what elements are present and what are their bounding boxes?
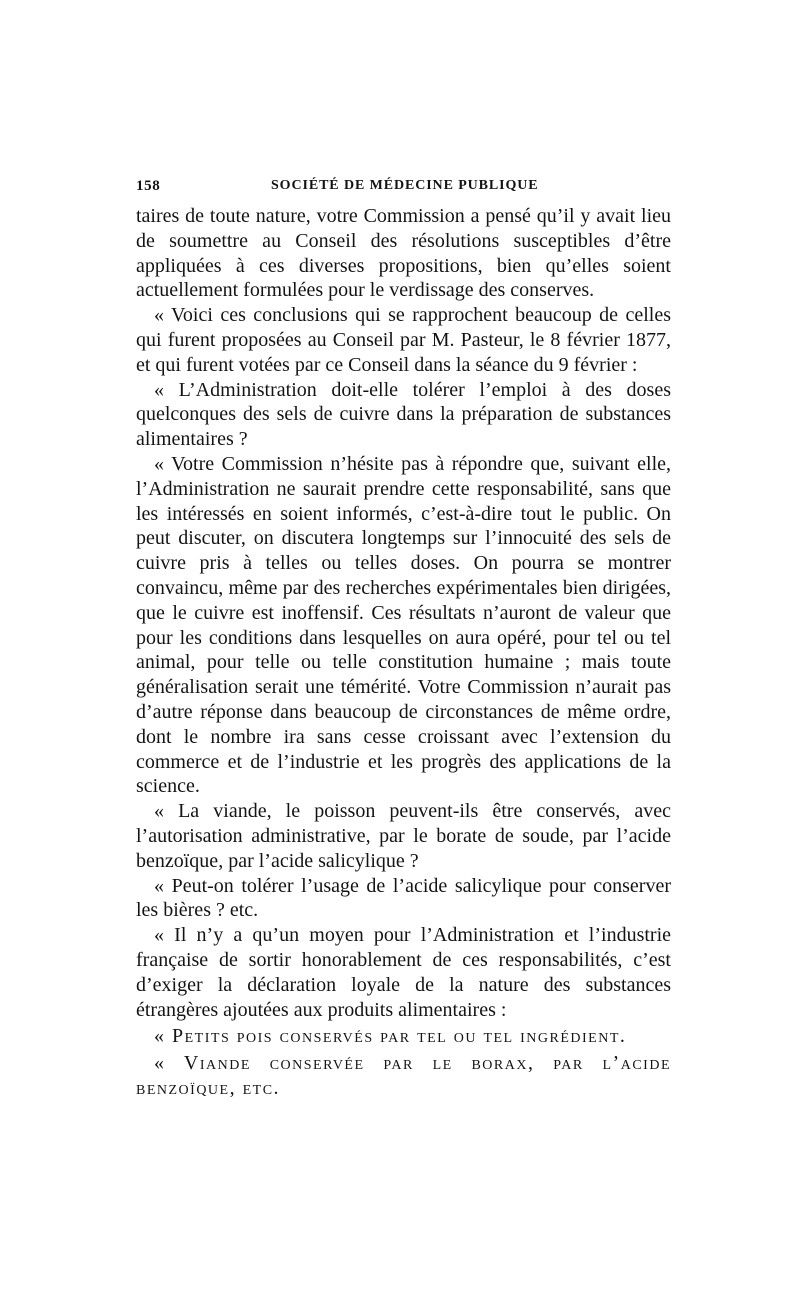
paragraph-conclusions-intro: « Voici ces conclusions qui se rapprochent beaucoup de celles qui furent proposées au Conseil par M. Pasteur, le 8 février 1877, et qui furent votées par ce Conseil dans la séance du 9 février : bbox=[136, 304, 671, 376]
label-line-meat: « Viande conservée par le borax, par l’acide benzoïque, etc. bbox=[136, 1052, 671, 1099]
paragraph-question-copper: « L’Administration doit-elle tolérer l’emploi à des doses quelconques des sels de cuivre dans la préparation de substances alimentaires ? bbox=[136, 378, 671, 451]
paragraph-declaration: « Il n’y a qu’un moyen pour l’Administration et l’industrie française de sortir honorablement de ces responsabilités, c’est d’exiger la déclaration loyale de la nature des substances étrangères ajoutées aux produits alimentaires : bbox=[136, 924, 671, 1021]
paragraph-continuation: taires de toute nature, votre Commission a pensé qu’il y avait lieu de soumettre au Conseil des résolutions susceptibles d’être appliquées à ces diverses propositions, bien qu’elles soient actuellement formulées pour le verdissage des conserves. bbox=[136, 205, 671, 302]
body-text bbox=[136, 204, 671, 1101]
label-line-peas: « Petits pois conservés par tel ou tel ingrédient. bbox=[154, 1025, 627, 1048]
paragraph-commission-answer: « Votre Commission n’hésite pas à répondre que, suivant elle, l’Administration ne saurait prendre cette responsabilité, sans que les intéressés en soient informés, c’est-à-dire tout le public. On peut discuter, on discutera longtemps sur l’innocuité des sels de cuivre pris à telles ou telles doses. On pourra se montrer convaincu, même par des recherches expérimentales bien dirigées, que le cuivre est inoffensif. Ces résultats n’auront de valeur que pour les conditions dans lesquelles on aura opéré, pour tel ou tel animal, pour telle ou telle constitution humaine ; mais toute généralisation serait une témérité. Votre Commission n’aurait pas d’autre réponse dans beaucoup de circonstances de même ordre, dont le nombre ira sans cesse croissant avec l’extension du commerce et de l’industrie et les progrès des applications de la science. bbox=[136, 452, 671, 798]
page-number: 158 bbox=[136, 178, 161, 194]
page-header bbox=[136, 178, 671, 204]
paragraph-question-meat: « La viande, le poisson peuvent-ils être conservés, avec l’autorisation administrative, par le borate de soude, par l’acide benzoïque, par l’acide salicylique ? bbox=[136, 800, 671, 872]
book-page bbox=[136, 178, 671, 1101]
paragraph-question-beer: « Peut-on tolérer l’usage de l’acide salicylique pour conserver les bières ? etc. bbox=[136, 874, 671, 922]
running-title: SOCIÉTÉ DE MÉDECINE PUBLIQUE bbox=[271, 178, 539, 193]
